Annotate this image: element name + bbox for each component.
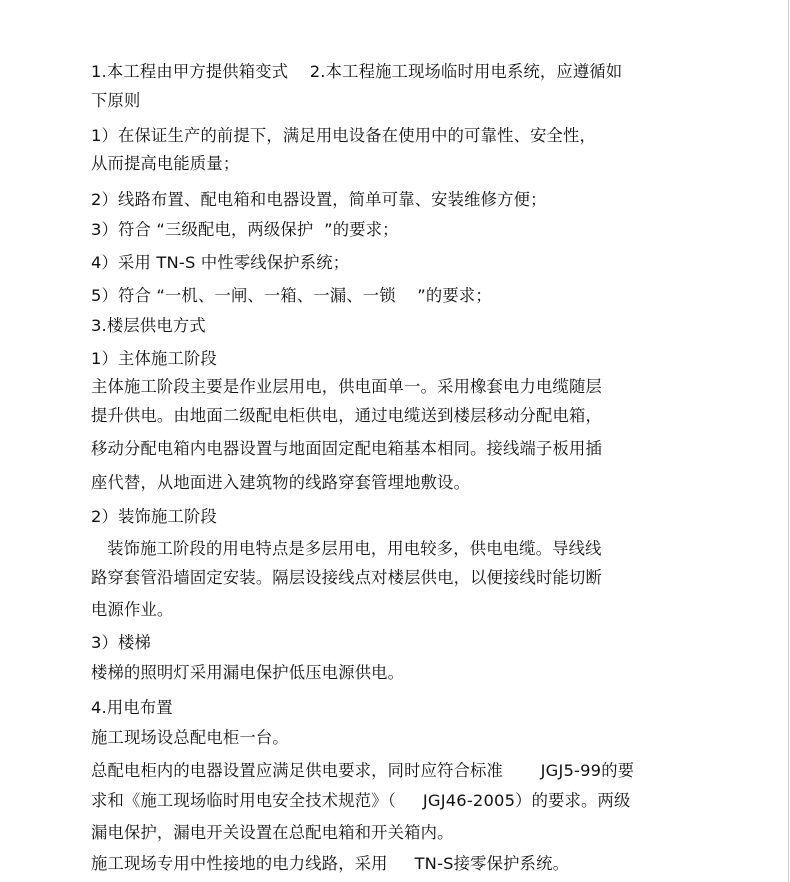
text-line: 1.本工程由甲方提供箱变式 2.本工程施工现场临时用电系统，应遵循如	[91, 62, 623, 81]
text-line: 座代替，从地面进入建筑物的线路穿套管埋地敷设。	[91, 473, 471, 492]
text-line: 3.楼层供电方式	[91, 316, 206, 335]
text-line: 5）符合 “一机、一闸、一箱、一漏、一锁 ”的要求；	[91, 286, 492, 305]
text-line: 2）线路布置、配电箱和电器设置，简单可靠、安装维修方便；	[91, 190, 547, 209]
text-line: 1）主体施工阶段	[91, 349, 217, 368]
text-line: 求和《施工现场临时用电安全技术规范》（ JGJ46-2005）的要求。两级	[91, 791, 631, 810]
text-line: 施工现场设总配电柜一台。	[91, 728, 289, 747]
text-line: 4.用电布置	[91, 698, 173, 717]
text-line: 楼梯的照明灯采用漏电保护低压电源供电。	[91, 663, 405, 682]
text-line: 从而提高电能质量；	[91, 154, 240, 173]
text-line: 4）采用 TN-S 中性零线保护系统；	[91, 253, 350, 272]
text-line: 2）装饰施工阶段	[91, 507, 217, 526]
text-line: 下原则	[91, 91, 141, 110]
text-line: 漏电保护，漏电开关设置在总配电箱和开关箱内。	[91, 823, 454, 842]
text-line: 施工现场专用中性接地的电力线路，采用 TN-S接零保护系统。	[91, 854, 570, 873]
text-line: 移动分配电箱内电器设置与地面固定配电箱基本相同。接线端子板用插	[91, 439, 602, 458]
text-line: 总配电柜内的电器设置应满足供电要求，同时应符合标准 JGJ5-99的要	[91, 761, 635, 780]
text-line: 路穿套管沿墙固定安装。隔层设接线点对楼层供电，以便接线时能切断	[91, 568, 602, 587]
text-line: 1）在保证生产的前提下，满足用电设备在使用中的可靠性、安全性，	[91, 126, 596, 145]
text-line: 3）符合 “三级配电，两级保护 ”的要求；	[91, 220, 399, 239]
text-line: 3）楼梯	[91, 633, 152, 652]
text-line: 提升供电。由地面二级配电柜供电，通过电缆送到楼层移动分配电箱，	[91, 406, 602, 425]
text-line: 主体施工阶段主要是作业层用电，供电面单一。采用橡套电力电缆随层	[91, 377, 602, 396]
text-line: 装饰施工阶段的用电特点是多层用电，用电较多，供电电缆。导线线	[91, 539, 602, 558]
text-line: 电源作业。	[91, 600, 174, 619]
